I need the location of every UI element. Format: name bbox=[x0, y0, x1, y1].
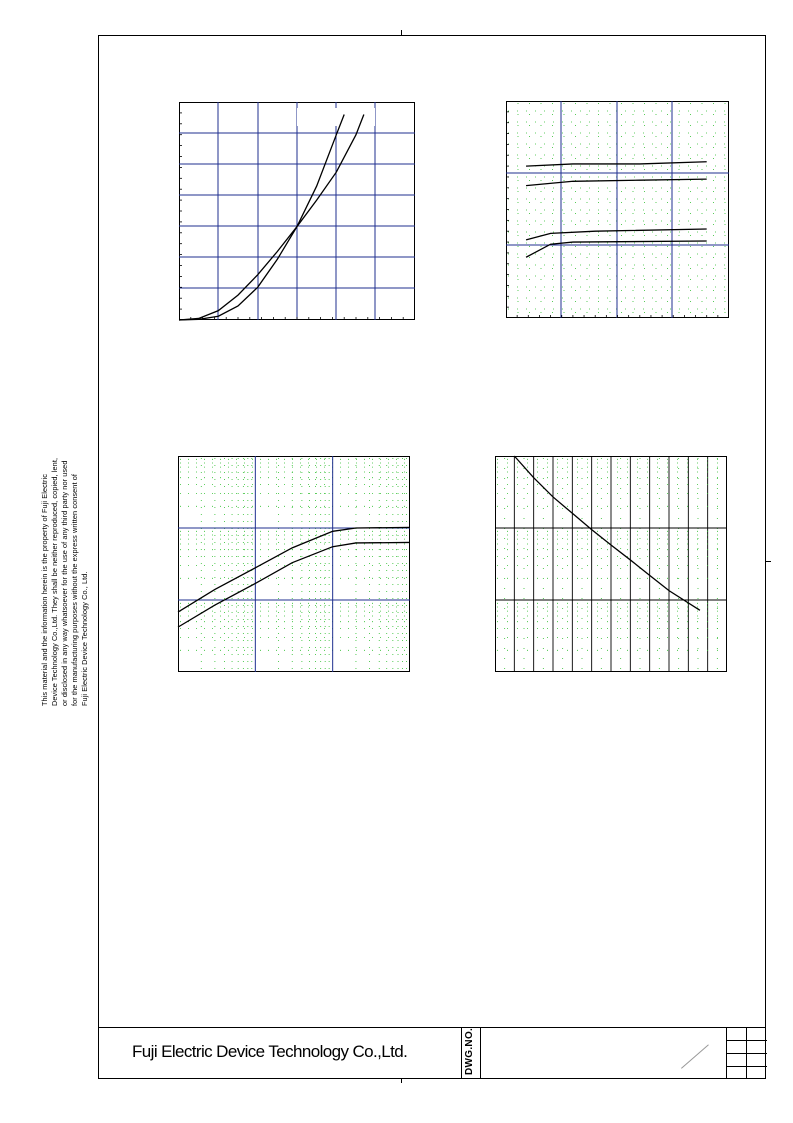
series-curve-4 bbox=[526, 241, 707, 257]
series-curve-2 bbox=[526, 179, 707, 186]
series-curve-1 bbox=[526, 162, 707, 166]
chart-top-right bbox=[506, 101, 729, 318]
chart-bottom-right bbox=[495, 456, 727, 672]
chart-top-left bbox=[179, 102, 415, 320]
revision-table-divider bbox=[727, 1053, 767, 1054]
chart-bottom-left bbox=[178, 456, 410, 672]
company-name: Fuji Electric Device Technology Co.,Ltd. bbox=[132, 1042, 408, 1061]
chart-top-right-plot bbox=[506, 101, 729, 318]
legal-note bbox=[40, 386, 90, 706]
cancel-slash bbox=[681, 1044, 709, 1068]
title-block bbox=[98, 1027, 766, 1079]
right-center-mark bbox=[766, 561, 771, 562]
chart-bottom-right-plot bbox=[495, 456, 727, 672]
legal-note-line: for the manufacturing purposes without the express written consent of bbox=[70, 473, 79, 706]
top-center-mark bbox=[401, 30, 402, 36]
revision-table-divider bbox=[727, 1040, 767, 1041]
series-curve-upper bbox=[178, 527, 410, 612]
legal-note-line: Fuji Electric Device Technology Co., Ltd. bbox=[80, 571, 89, 706]
series-curve-lower bbox=[178, 542, 410, 627]
chart-bottom-left-plot bbox=[178, 456, 410, 672]
drawing-number-label: DWG.NO. bbox=[464, 1027, 475, 1075]
plot-frame bbox=[179, 457, 410, 672]
series-decay-curve bbox=[514, 456, 700, 610]
legal-note-line: or disclosed in any way whatsoever for the use of any third party nor used bbox=[60, 460, 69, 706]
revision-table bbox=[726, 1028, 766, 1079]
legal-note-line: This material and the information herein is the property of Fuji Electric bbox=[40, 474, 49, 706]
legal-note-line: Device Technology Co.,Ltd. They shall be neither reproduced, copied, lent, bbox=[50, 457, 59, 706]
series-curve-a bbox=[179, 114, 344, 320]
drawing-number-cell bbox=[461, 1028, 481, 1079]
series-curve-3 bbox=[526, 229, 707, 240]
chart-top-left-plot bbox=[179, 102, 415, 320]
revision-table-divider bbox=[727, 1066, 767, 1067]
